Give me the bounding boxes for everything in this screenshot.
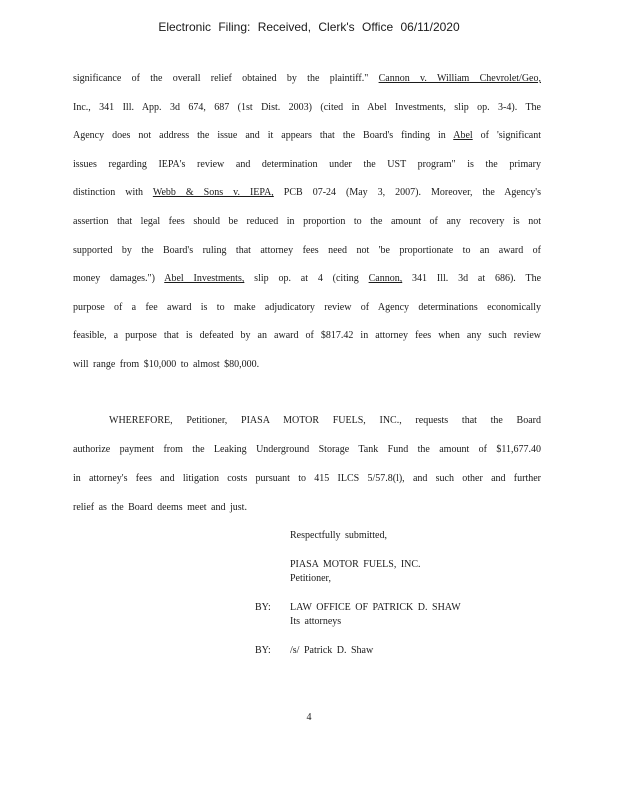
text-line (73, 245, 541, 259)
text-segment: 341 Ill. 3d at 686). The (402, 273, 542, 285)
text-segment: assertion that legal fees should be reduced in proportion to the amount of any recovery is not (73, 216, 541, 227)
text-line (73, 73, 541, 87)
case-citation: Webb & Sons v. IEPA, (152, 187, 274, 199)
text-segment: WHEREFORE, Petitioner, PIASA MOTOR FUELS, INC., requests that the Board (109, 415, 541, 426)
text-segment: distinction with (73, 187, 153, 199)
by-label: BY: (255, 602, 271, 613)
text-line (73, 102, 541, 116)
text-line (109, 415, 541, 429)
text-segment: in attorney's fees and litigation costs pursuant to 415 ILCS 5/57.8(l), and such other and further (73, 473, 541, 484)
text-segment: PCB 07-24 (May 3, 2007). Moreover, the Agency's (273, 187, 541, 199)
text-line (73, 159, 541, 173)
text-segment: Inc., 341 Ill. App. 3d 674, 687 (1st Dist. 2003) (cited in Abel Investments, slip op. 3-4). The (73, 101, 541, 113)
text-segment: feasible, a purpose that is defeated by an award of $817.42 in attorney fees when any such review (73, 330, 541, 342)
signer-name: /s/ Patrick D. Shaw (290, 645, 374, 656)
text-segment: Agency does not address the issue and it appears that the Board's finding in (73, 130, 454, 142)
closing-text: Respectfully submitted, (290, 530, 387, 541)
text-line (73, 444, 541, 458)
text-segment: supported by the Board's ruling that attorney fees need not 'be proportionate to an award of (73, 244, 541, 256)
text-line (73, 216, 541, 230)
text-line (73, 502, 247, 516)
text-line (73, 273, 541, 287)
electronic-filing-header: Electronic Filing: Received, Clerk's Office 06/11/2020 (158, 20, 460, 34)
party-name: PIASA MOTOR FUELS, INC. (290, 559, 421, 570)
case-citation: Abel (453, 130, 473, 142)
case-citation: Cannon, (368, 273, 403, 285)
text-line (73, 330, 541, 344)
text-segment: significance of the overall relief obtained by the plaintiff." (73, 73, 379, 84)
case-citation: Abel Investments, (164, 273, 245, 285)
text-line (73, 473, 541, 487)
text-segment: purpose of a fee award is to make adjudicatory review of Agency determinations economically (73, 301, 541, 313)
text-segment: will range from $10,000 to almost $80,000. (73, 359, 260, 370)
case-citation: Cannon v. William Chevrolet/Geo, (378, 73, 541, 84)
by-label: BY: (255, 645, 271, 656)
text-segment: slip op. at 4 (citing (244, 273, 369, 285)
text-segment: of 'significant (472, 130, 542, 142)
text-segment: authorize payment from the Leaking Underground Storage Tank Fund the amount of $11,677.40 (73, 444, 541, 455)
text-line (73, 359, 259, 373)
text-segment: money damages.") (73, 273, 165, 285)
text-segment: relief as the Board deems meet and just. (73, 502, 247, 513)
text-segment: issues regarding IEPA's review and determination under the UST program" is the primary (73, 158, 541, 170)
text-line (73, 302, 541, 316)
firm-name: LAW OFFICE OF PATRICK D. SHAW (290, 602, 461, 613)
firm-role: Its attorneys (290, 616, 342, 627)
text-line (73, 130, 541, 144)
text-line (73, 187, 541, 201)
party-role: Petitioner, (290, 573, 331, 584)
page-number: 4 (306, 712, 312, 723)
